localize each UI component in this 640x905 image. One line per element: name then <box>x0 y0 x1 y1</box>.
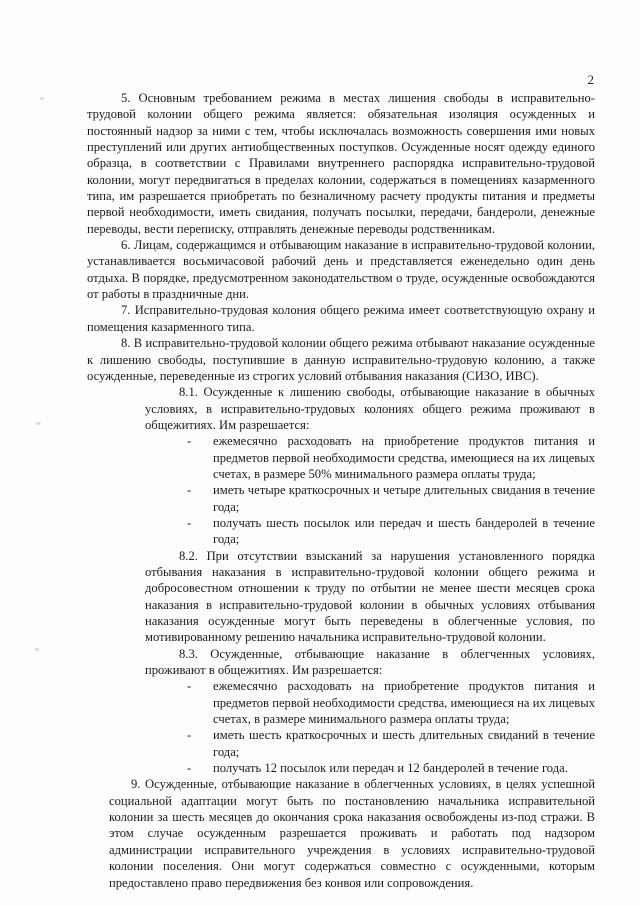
list-item: - получать 12 посылок или передач и 12 бандеролей в течение года. <box>187 760 595 776</box>
document-body <box>87 90 595 891</box>
paragraph-5: 5. Основным требованием режима в местах лишения свободы в исправительно-трудовой колонии общего режима является: обязательная изоляция осужденных и постоянный надзор за ними с тем, чтобы исключалась возможность совершения ими новых преступлений или других антиобщественных поступков. Осужденные носят одежду единого образца, в соответствии с Правилами внутреннего распорядка исправительно-трудовой колонии, могут передвигаться в пределах колонии, содержаться в помещениях казарменного типа, им разрешается приобретать по безналичному расчету продукты питания и предметы первой необходимости, иметь свидания, получать посылки, передачи, бандероли, денежные переводы, вести переписку, отправлять денежные переводы родственникам. <box>87 91 595 236</box>
list-item: - иметь шесть краткосрочных и шесть длительных свиданий в течение года; <box>187 727 595 760</box>
list-8-3 <box>87 678 595 776</box>
scan-speck <box>36 422 41 425</box>
list-8-1 <box>87 433 595 547</box>
scan-speck <box>40 97 44 100</box>
list-item: - получать шесть посылок или передач и шесть бандеролей в течение года; <box>187 515 595 548</box>
paragraph-9: 9. Осужденные, отбывающие наказание в облегченных условиях, в целях успешной социальной адаптации могут быть по постановлению начальника исправительной колонии за шесть месяцев до окончания срока наказания освобождены из-под стражи. В этом случае осужденным разрешается проживать и работать под надзором администрации исправительного учреждения в условиях исправительно-трудовой колонии поселения. Они могут содержаться совместно с осужденными, которым предоставлено право передвижения без конвоя или сопровождения. <box>109 777 595 890</box>
paragraph-8: 8. В исправительно-трудовой колонии общего режима отбывают наказание осужденные к лишению свободы, поступившие в данную исправительно-трудовую колонию, а также осужденные, переведенные из строгих условий отбывания наказания (СИЗО, ИВС). <box>87 336 595 383</box>
paragraph-8-2: 8.2. При отсутствии взысканий за нарушения установленного порядка отбывания наказания в исправительно-трудовой колонии общего режима и добросовестном отношении к труду по отбытии не менее шести месяцев срока наказания в исправительно-трудовой колонии в обычных условиях отбывания наказания осужденные могут быть переведены в облегченные условия, по мотивированному решению начальника исправительно-трудовой колонии. <box>145 548 595 645</box>
list-item: - ежемесячно расходовать на приобретение продуктов питания и предметов первой необходимости средства, имеющиеся на их лицевых счетах, в размере 50% минимального размера оплаты труда; <box>187 433 595 482</box>
list-item: - ежемесячно расходовать на приобретение продуктов питания и предметов первой необходимости средства, имеющиеся на их лицевых счетах, в размере минимального размера оплаты труда; <box>187 678 595 727</box>
scan-speck <box>35 648 39 651</box>
paragraph-7: 7. Исправительно-трудовая колония общего режима имеет соответствующую охрану и помещения казарменного типа. <box>87 303 595 334</box>
paragraph-8-1: 8.1. Осужденные к лишению свободы, отбывающие наказание в обычных условиях, в исправительно-трудовых колониях общего режима проживают в общежитиях. Им разрешается: <box>145 385 595 432</box>
page-number: 2 <box>587 72 594 87</box>
paragraph-8-3: 8.3. Осужденные, отбывающие наказание в облегченных условиях, проживают в общежитиях. Им разрешается: <box>145 646 595 678</box>
list-item: - иметь четыре краткосрочных и четыре длительных свидания в течение года; <box>187 482 595 515</box>
paragraph-6: 6. Лицам, содержащимся и отбывающим наказание в исправительно-трудовой колонии, устанавливается восьмичасовой рабочий день и представляется еженедельно один день отдыха. В порядке, предусмотренном законодательством о труде, осужденные освобождаются от работы в праздничные дни. <box>87 238 595 302</box>
